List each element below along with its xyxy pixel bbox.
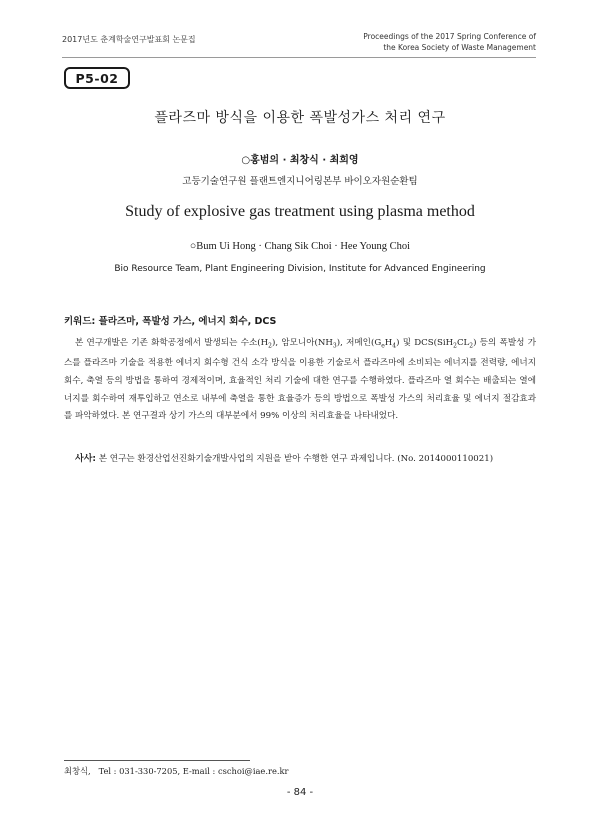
- affiliation-english: Bio Resource Team, Plant Engineering Division, Institute for Advanced Engineering: [114, 264, 486, 274]
- corresponding-author-footnote: 최창식, Tel : 031-330-7205, E-mail : cschoi@iae.re.kr: [64, 766, 289, 776]
- running-header-right-line2: the Korea Society of Waste Management: [383, 43, 536, 52]
- abstract-body: 본 연구개발은 기존 화학공정에서 발생되는 수소$(H_2)$, 암모니아$(NH_3)$, 저메인$(G_eH_4)$ 및 $DCS(SiH_2CL_2)$ 등의 폭발성 가스를 플라즈마 기술을 적용한 에너지 회수형 건식 소각 방식을 이용한 기술로서 플라즈마에 소비되는 에너지를 전력량, 에너지 회수, 축열 등의 방법을 통하여 경제적이며, 효율적인 처리 기술에 대한 연구를 수행하였다. 플라즈마 열 회수는 배출되는 열에너지를 회수하여 재투입하고 연소로 내부에 축열을 통한 효율증가 등의 방법으로 폭발성 가스의 처리효율 및 에너지 절감효과를 파악하였다. 본 연구결과 상기 가스의 대부분에서 99% 이상의 처리효율을 나타내었다.: [64, 338, 536, 422]
- authors-english: ○Bum Ui Hong · Chang Sik Choi · Hee Young Choi: [189, 241, 411, 252]
- running-header-right: [363, 31, 536, 53]
- paper-title-korean: 플라즈마 방식을 이용한 폭발성가스 처리 연구: [154, 110, 446, 126]
- authors-korean: ○홍범의 · 최창식 · 최희영: [241, 155, 359, 166]
- running-header-right-line1: Proceedings of the 2017 Spring Conference of: [363, 32, 536, 41]
- running-header-left: 2017년도 춘계학술연구발표회 논문집: [62, 35, 196, 44]
- header-divider: [62, 57, 536, 58]
- page-number: - 84 -: [286, 787, 314, 798]
- acknowledgment-text: 본 연구는 환경산업선진화기술개발사업의 지원을 받아 수행한 연구 과제입니다. (No. 2014000110021): [96, 454, 494, 464]
- acknowledgment: [64, 451, 536, 469]
- affiliation-korean: 고등기술연구원 플랜트엔지니어링본부 바이오자원순환팀: [182, 176, 418, 187]
- acknowledgment-label: 사사:: [75, 454, 96, 464]
- footnote-divider: [64, 760, 250, 761]
- paper-title-english: Study of explosive gas treatment using plasma method: [125, 203, 475, 220]
- paper-code-badge: P5-02: [64, 67, 130, 89]
- keywords: 키워드: 플라즈마, 폭발성 가스, 에너지 회수, DCS: [64, 316, 277, 327]
